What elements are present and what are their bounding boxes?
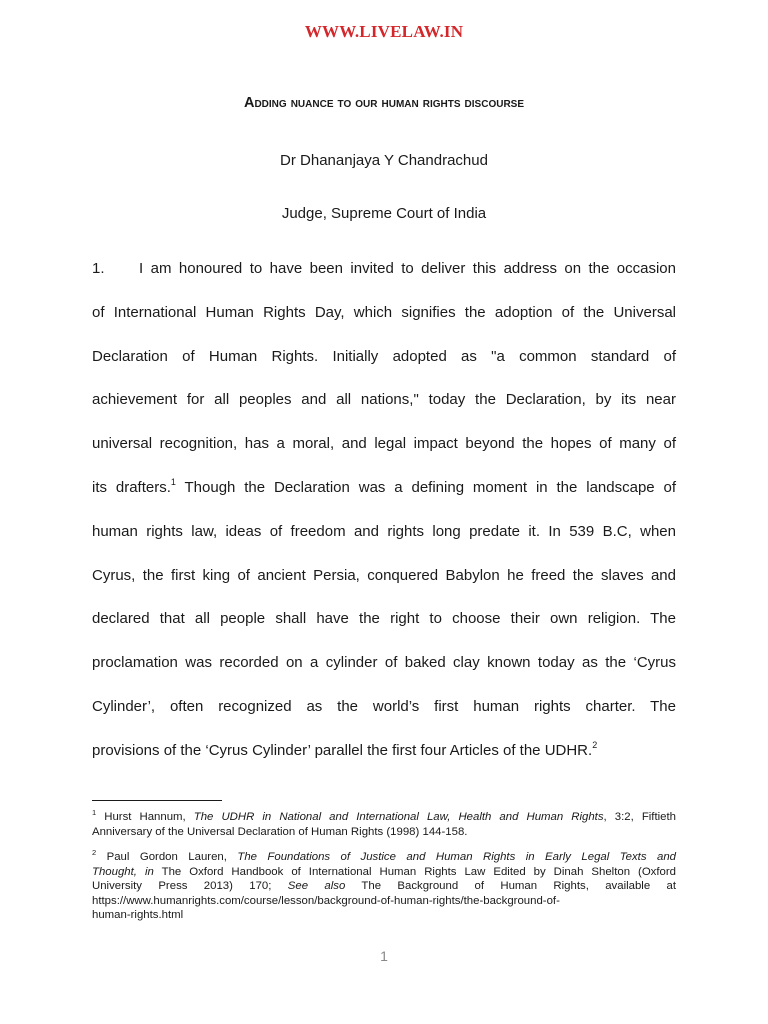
footnote-link[interactable]: human-rights.html — [92, 909, 184, 921]
document-title: Adding nuance to our human rights discourse — [243, 95, 525, 111]
footnote-1: $^1$ Hurst Hannum, The UDHR in National and International Law, Health and Human Rights, 3:2, Fiftieth Anniversary of the Universal Declaration of Human Rights (1998) 144-158. — [92, 808, 676, 838]
body-line: Cyrus, the first king of ancient Persia, conquered Babylon he freed the slaves and — [92, 566, 676, 584]
body-line: 1. I am honoured to have been invited to deliver this address on the occasion — [92, 258, 676, 302]
body-line: Declaration of Human Rights. Initially adopted as "a common standard of — [92, 347, 676, 365]
body-line: declared that all people shall have the right to choose their own religion. The — [92, 610, 676, 628]
body-line: provisions of the ‘Cyrus Cylinder’ parallel the first four Articles of the UDHR.$^2$ — [92, 739, 598, 759]
body-line: its drafters.$^1$ Though the Declaration was a defining moment in the landscape of — [92, 476, 677, 496]
body-line: achievement for all peoples and all nations," today the Declaration, by its near — [92, 391, 676, 409]
paragraph-1 — [92, 258, 676, 784]
footnote-link[interactable]: https://www.humanrights.com/course/lesson/background-of-human-rights/the-background-of- — [92, 894, 560, 907]
footnote-2: $^2$ Paul Gordon Lauren, The Foundations of Justice and Human Rights in Early Legal Texts and Thought, in The Oxford Handbook of International Human Rights Law Edited by Dinah Shelton (Oxford University Press 2013) 170; See also The Background of Human Rights, available at https://www.humanrights.com/course/lesson/background-of-human-rights/the-background-of- human-rights.html — [92, 848, 677, 921]
footnote-marker: 2 — [92, 848, 97, 857]
body-line: proclamation was recorded on a cylinder of baked clay known today as the ‘Cyrus — [92, 654, 676, 672]
body-line: Cylinder’, often recognized as the world’s first human rights charter. The — [92, 697, 676, 715]
body-line: human rights law, ideas of freedom and rights long predate it. In 539 B.C, when — [92, 522, 676, 540]
body-line: universal recognition, has a moral, and legal impact beyond the hopes of many of — [92, 435, 676, 453]
footnote-ref-1: 1 — [170, 476, 176, 487]
footnote-separator — [92, 800, 222, 801]
body-line: of International Human Rights Day, which signifies the adoption of the Universal — [92, 303, 676, 321]
author-name: Dr Dhananjaya Y Chandrachud — [280, 152, 488, 169]
footnotes — [92, 810, 676, 934]
paragraph-number: 1. — [92, 260, 105, 277]
footnote-marker: 1 — [92, 808, 97, 817]
author-role: Judge, Supreme Court of India — [281, 205, 487, 222]
page-number: 1 — [380, 948, 388, 964]
livelaw-watermark: WWW.LIVELAW.IN — [304, 22, 464, 41]
footnote-ref-2: 2 — [592, 739, 598, 750]
